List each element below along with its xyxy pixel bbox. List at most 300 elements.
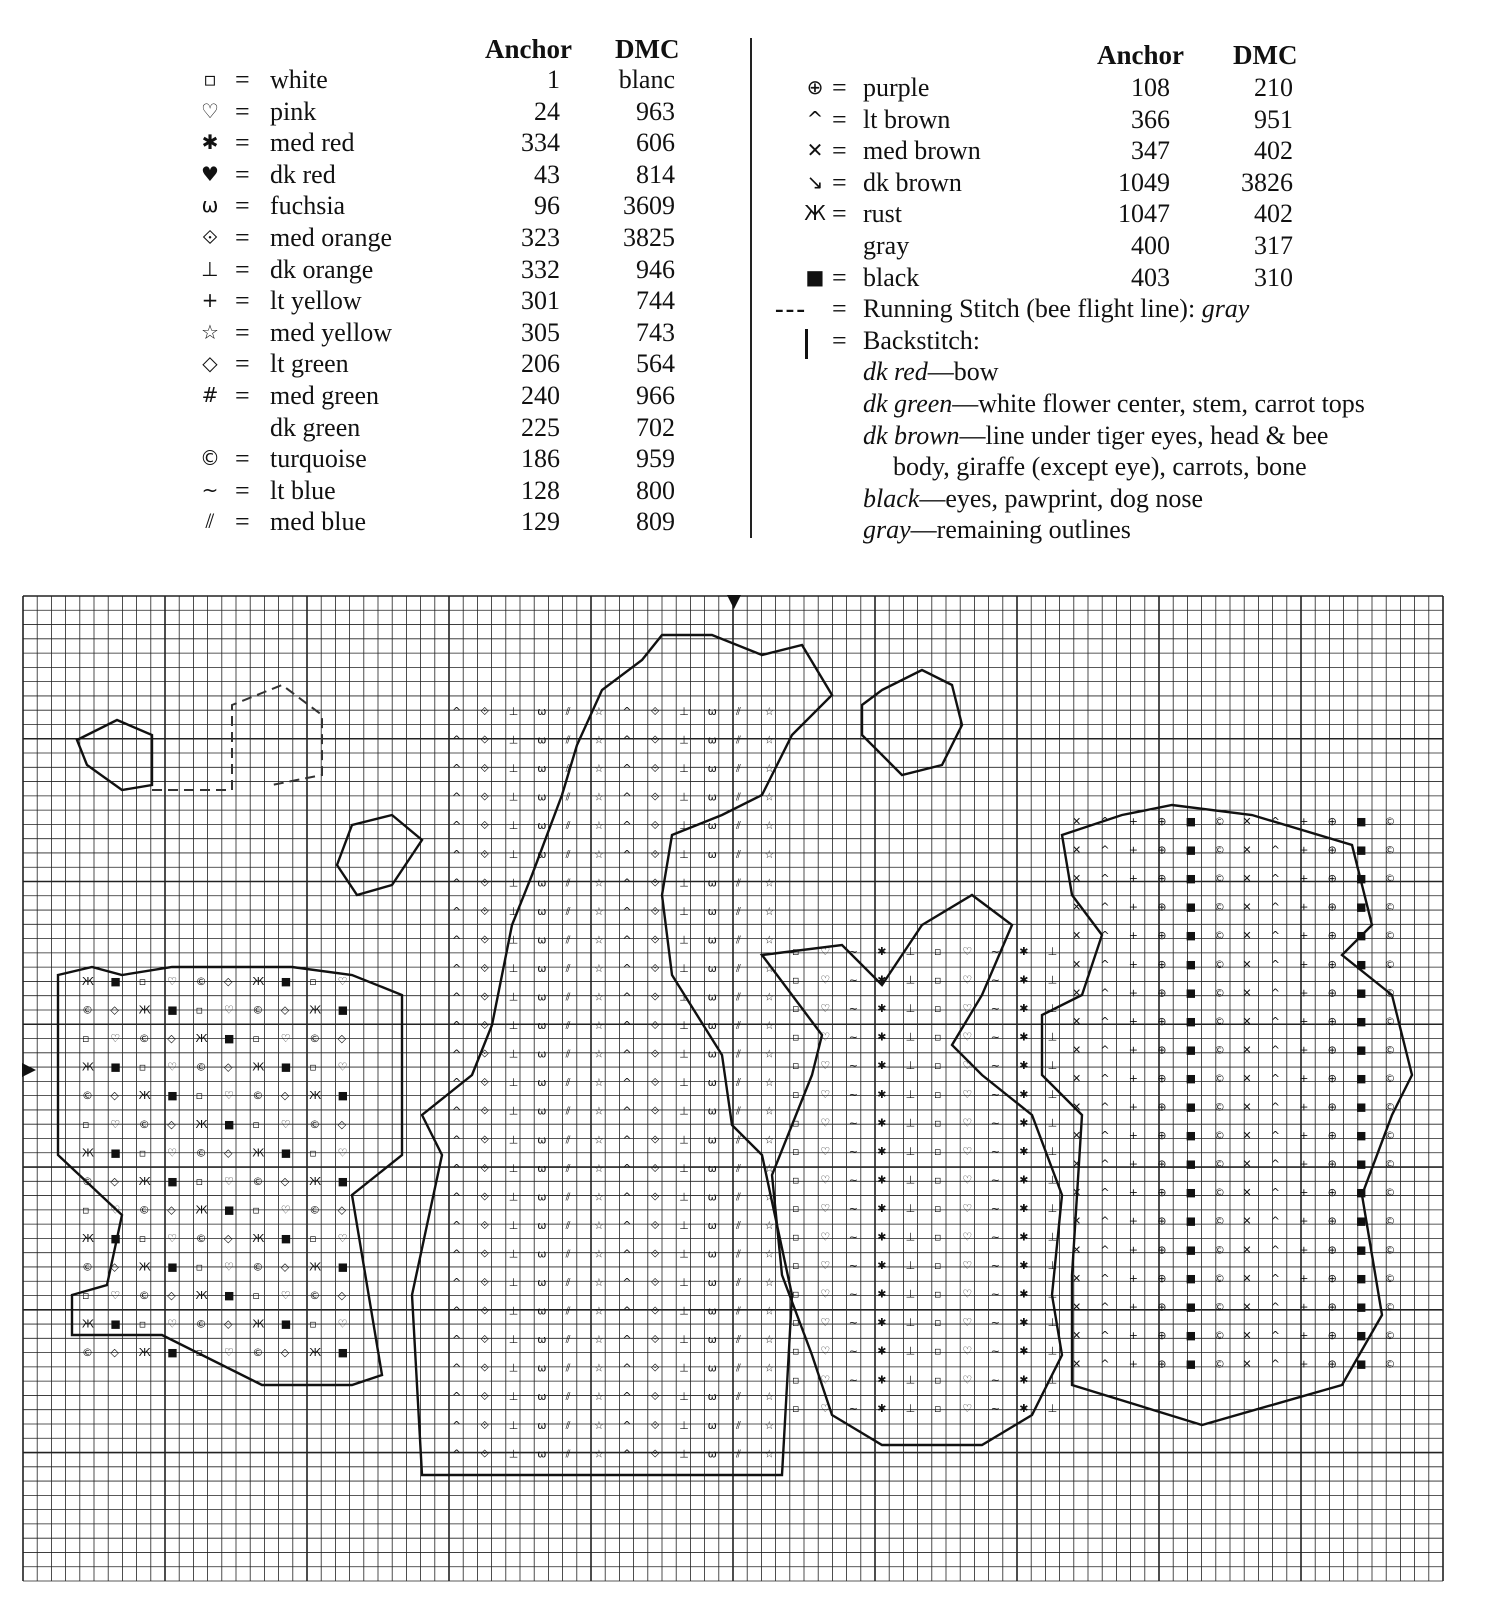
stitch-symbol: ⟐ — [650, 1333, 660, 1347]
legend-right-row — [775, 135, 1475, 167]
stitch-symbol: ✕ — [1072, 1243, 1082, 1257]
stitch-symbol: ω — [537, 1218, 547, 1232]
stitch-symbol: ■ — [280, 1146, 292, 1160]
color-name: turquoise — [270, 444, 367, 474]
stitch-symbol: ⟐ — [480, 1133, 490, 1147]
stitch-symbol: ▫ — [792, 1059, 800, 1073]
color-name: med red — [270, 128, 355, 158]
stitch-symbol: © — [1214, 1357, 1225, 1371]
stitch-symbol: ⊕ — [1157, 1271, 1167, 1285]
stitch-symbol: ☆ — [594, 933, 604, 947]
stitch-symbol: ☆ — [594, 1447, 604, 1461]
stitch-symbol: ✱ — [877, 1373, 887, 1387]
stitch-symbol: ω — [537, 847, 547, 861]
bee-small-motif — [77, 720, 152, 790]
stitch-symbol: ▫ — [195, 1346, 204, 1360]
anchor-number: 1 — [547, 65, 560, 94]
stitch-symbol: ⊥ — [508, 904, 519, 918]
equals-sign: = — [832, 199, 847, 229]
stitch-symbol: ⊥ — [905, 973, 916, 987]
stitch-symbol: + — [1128, 1071, 1139, 1085]
stitch-symbol: ~ — [848, 1173, 859, 1187]
stitch-symbol: ⟐ — [480, 1361, 490, 1375]
stitch-symbol: ▫ — [82, 1203, 90, 1217]
legend-divider — [750, 38, 752, 538]
stitch-symbol: ▫ — [309, 1146, 317, 1160]
stitch-symbol: + — [1128, 1300, 1139, 1314]
stitch-symbol: ω — [707, 1190, 717, 1204]
stitch-symbol: ^ — [1270, 872, 1281, 886]
stitch-symbol: ☆ — [764, 733, 775, 747]
stitch-symbol: ☆ — [764, 1047, 775, 1061]
symbol-icon: + — [201, 288, 219, 313]
stitch-symbol: Ж — [309, 1174, 322, 1188]
stitch-symbol: ♡ — [280, 1289, 291, 1303]
stitch-symbol: ▫ — [195, 1260, 204, 1274]
backstitch-title: Backstitch: — [863, 325, 980, 355]
stitch-symbol: ^ — [622, 733, 632, 747]
stitch-symbol: ^ — [452, 1390, 462, 1404]
stitch-symbol: ⫽ — [736, 990, 741, 1004]
stitch-symbol: © — [252, 1260, 264, 1274]
stitch-symbol: ♡ — [962, 973, 973, 987]
stitch-symbol: ~ — [990, 1373, 1001, 1387]
stitch-symbol: ■ — [224, 1032, 235, 1046]
stitch-symbol: ■ — [1356, 1129, 1367, 1143]
stitch-symbol: ⊥ — [1047, 1173, 1058, 1187]
stitch-symbol: ^ — [1100, 986, 1110, 1000]
center-arrow-left-icon — [22, 1063, 36, 1077]
color-name: med green — [270, 380, 380, 410]
equals-sign: = — [235, 128, 250, 158]
stitch-symbol: ☆ — [764, 790, 775, 804]
color-name: med orange — [270, 222, 393, 252]
stitch-symbol: ✕ — [1072, 1100, 1082, 1114]
stitch-symbol: + — [1299, 872, 1309, 886]
stitch-symbol: ^ — [452, 1076, 462, 1090]
stitch-symbol: + — [1299, 1071, 1309, 1085]
symbol-icon: ▫ — [203, 67, 217, 91]
stitch-symbol: ⟐ — [480, 1304, 490, 1318]
stitch-symbol: ♡ — [962, 1030, 973, 1044]
stitch-symbol: ☆ — [594, 705, 604, 718]
stitch-symbol: ^ — [1100, 1186, 1110, 1200]
stitch-symbol: Ж — [138, 1089, 151, 1103]
stitch-symbol: ■ — [1185, 1357, 1197, 1371]
stitch-symbol: ✱ — [1019, 1201, 1029, 1215]
stitch-symbol: ⊥ — [905, 1316, 916, 1330]
stitch-symbol: ^ — [622, 1304, 632, 1318]
stitch-symbol: ⟐ — [480, 847, 490, 861]
stitch-symbol: + — [1299, 1157, 1309, 1171]
dmc-number: blanc — [618, 65, 675, 94]
stitch-symbol: ☆ — [764, 933, 775, 947]
stitch-symbol: © — [252, 1174, 264, 1188]
stitch-symbol: ■ — [280, 975, 292, 988]
stitch-symbol: ✕ — [1072, 815, 1082, 828]
stitch-symbol: ⟐ — [480, 904, 490, 918]
stitch-symbol: ⊥ — [508, 705, 519, 718]
stitch-symbol: ^ — [452, 1047, 462, 1061]
stitch-symbol: ^ — [452, 705, 462, 718]
stitch-symbol: ⫽ — [565, 1304, 571, 1318]
stitch-symbol: ⊕ — [1327, 1043, 1337, 1057]
stitch-symbol: ⟐ — [480, 933, 490, 947]
stitch-symbol: Ж — [309, 1089, 322, 1103]
stitch-symbol: ◇ — [167, 1289, 176, 1303]
stitch-symbol: ⊥ — [905, 945, 916, 958]
stitch-symbol: ✕ — [1242, 815, 1252, 828]
stitch-symbol: ~ — [848, 1116, 859, 1130]
stitch-symbol: ⟐ — [480, 990, 490, 1004]
stitch-symbol: ♡ — [337, 1060, 348, 1074]
stitch-symbol: ⊥ — [508, 1019, 519, 1033]
stitch-symbol: ▫ — [82, 1117, 90, 1131]
stitch-symbol: ω — [537, 1076, 547, 1090]
dmc-number: 3825 — [623, 222, 675, 252]
stitch-symbol: ^ — [622, 819, 632, 833]
legend-right-row — [775, 262, 1475, 294]
color-name: med yellow — [270, 317, 393, 347]
symbol-icon: ⫽ — [205, 509, 215, 534]
stitch-symbol: © — [1214, 1071, 1225, 1085]
anchor-number: 323 — [521, 222, 560, 252]
stitch-symbol: ⊥ — [679, 1333, 689, 1347]
stitch-symbol: Ж — [82, 1317, 94, 1331]
stitch-symbol: ■ — [110, 1231, 121, 1245]
stitch-symbol: ■ — [337, 1174, 349, 1188]
stitch-symbol: + — [1128, 1357, 1139, 1371]
stitch-symbol: ⊥ — [508, 733, 519, 747]
stitch-symbol: ⫽ — [736, 762, 741, 776]
stitch-symbol: ω — [707, 790, 717, 804]
stitch-symbol: Ж — [195, 1032, 208, 1046]
stitch-symbol: © — [1384, 815, 1396, 828]
stitch-symbol: ⊕ — [1157, 1129, 1167, 1143]
stitch-symbol: ▫ — [309, 1231, 317, 1245]
color-name: pink — [270, 96, 317, 126]
stitch-symbol: ⊥ — [1047, 1287, 1058, 1301]
stitch-symbol: ⟐ — [650, 1190, 660, 1204]
equals-sign: = — [235, 507, 250, 537]
stitch-symbol: ☆ — [764, 990, 775, 1004]
stitch-symbol: ^ — [1100, 1214, 1110, 1228]
stitch-symbol: ⊥ — [679, 1047, 689, 1061]
stitch-symbol: ✱ — [877, 1287, 887, 1301]
stitch-symbol: ♡ — [820, 1059, 831, 1073]
dmc-header: DMC — [615, 34, 680, 64]
stitch-symbol: ✱ — [877, 1144, 887, 1158]
stitch-symbol: ▫ — [934, 1144, 942, 1158]
stitch-symbol: ⊕ — [1327, 900, 1337, 914]
stitch-symbol: ☆ — [594, 1304, 604, 1318]
stitch-symbol: ⟐ — [480, 1276, 490, 1290]
stitch-symbol: ■ — [1185, 1328, 1197, 1342]
stitch-symbol: ^ — [1270, 1357, 1281, 1371]
stitch-symbol: ⊕ — [1157, 1214, 1167, 1228]
stitch-symbol: ♡ — [962, 1259, 973, 1273]
stitch-symbol: ^ — [1100, 1043, 1110, 1057]
stitch-symbol: ^ — [1100, 1328, 1110, 1342]
stitch-symbol: ▫ — [138, 1146, 147, 1160]
stitch-symbol: ☆ — [764, 876, 775, 890]
stitch-symbol: + — [1128, 1186, 1139, 1200]
backstitch-color: gray — [863, 515, 911, 545]
stitch-symbol: ⊥ — [679, 990, 689, 1004]
stitch-symbol: ⫽ — [565, 1133, 571, 1147]
stitch-symbol: ω — [537, 1133, 547, 1147]
anchor-number: 128 — [521, 475, 560, 505]
dmc-number: 402 — [1254, 199, 1293, 229]
stitch-symbol: ▫ — [792, 1030, 800, 1044]
symbol-icon: Ж — [804, 201, 826, 226]
stitch-symbol: ♡ — [962, 1087, 973, 1101]
stitch-symbol: ⟐ — [650, 876, 660, 890]
stitch-symbol: ■ — [280, 1060, 292, 1074]
stitch-symbol: © — [1214, 843, 1225, 857]
stitch-symbol: ⊥ — [679, 876, 689, 890]
running-stitch-label: Running Stitch (bee flight line): — [863, 294, 1202, 324]
stitch-symbol: © — [1214, 1300, 1225, 1314]
stitch-symbol: ~ — [848, 1087, 859, 1101]
stitch-symbol: ω — [537, 790, 547, 804]
stitch-symbol: ⫽ — [565, 1190, 571, 1204]
stitch-symbol: ▫ — [138, 1231, 147, 1245]
stitch-symbol: ^ — [1270, 1071, 1281, 1085]
stitch-symbol: ^ — [452, 1218, 462, 1232]
stitch-symbol: ⫽ — [736, 904, 741, 918]
stitch-symbol: ✱ — [1019, 1087, 1029, 1101]
stitch-symbol: ^ — [452, 847, 462, 861]
equals-sign: = — [832, 104, 847, 134]
anchor-number: 108 — [1131, 73, 1170, 102]
stitch-symbol: ☆ — [594, 1276, 604, 1290]
stitch-symbol: ^ — [1100, 1014, 1110, 1028]
dmc-number: 3609 — [623, 191, 675, 221]
stitch-symbol: ~ — [990, 945, 1001, 958]
stitch-symbol: ✱ — [877, 945, 887, 958]
stitch-symbol: ^ — [1270, 957, 1281, 971]
stitch-symbol: ☆ — [594, 1076, 604, 1090]
stitch-symbol: ■ — [1356, 1043, 1367, 1057]
stitch-symbol: ^ — [622, 990, 632, 1004]
stitch-symbol: ☆ — [764, 1418, 775, 1432]
stitch-symbol: ^ — [452, 1447, 462, 1461]
stitch-symbol: ▫ — [138, 1060, 147, 1074]
stitch-symbol: ⊥ — [679, 904, 689, 918]
backstitch-text: —line under tiger eyes, head & bee — [959, 420, 1329, 450]
stitch-symbol: ☆ — [594, 733, 604, 747]
stitch-symbol: ω — [707, 933, 717, 947]
stitch-symbol: ⫽ — [565, 1390, 571, 1404]
stitch-symbol: ☆ — [594, 1218, 604, 1232]
stitch-symbol: ⫽ — [736, 1104, 741, 1118]
stitch-symbol: ~ — [990, 1316, 1001, 1330]
stitch-symbol: © — [1214, 929, 1225, 943]
stitch-symbol: ω — [537, 961, 547, 975]
legend-left-row — [195, 475, 695, 507]
stitch-symbol: ■ — [1185, 1014, 1197, 1028]
stitch-symbol: Ж — [309, 1346, 322, 1360]
stitch-symbol: ✱ — [1019, 1401, 1029, 1415]
dmc-number: 963 — [636, 96, 675, 126]
stitch-symbol: ⊥ — [508, 1161, 519, 1175]
stitch-symbol: ♡ — [820, 1002, 831, 1016]
stitch-symbol: ▫ — [82, 1032, 90, 1046]
stitch-symbol: ✕ — [1242, 1071, 1252, 1085]
stitch-symbol: ω — [537, 1161, 547, 1175]
equals-sign: = — [235, 349, 250, 379]
stitch-symbol: ♡ — [962, 1116, 973, 1130]
stitch-symbol: ^ — [622, 847, 632, 861]
stitch-symbol: ⊥ — [679, 790, 689, 804]
stitch-symbol: ⊥ — [679, 733, 689, 747]
stitch-symbol: ⫽ — [565, 933, 571, 947]
stitch-symbol: ⊥ — [508, 933, 519, 947]
stitch-symbol: ^ — [1270, 1129, 1281, 1143]
stitch-symbol: ⊕ — [1327, 1271, 1337, 1285]
stitch-symbol: ~ — [990, 1344, 1001, 1358]
stitch-symbol: ⊥ — [905, 1059, 916, 1073]
bee-flight-line — [152, 685, 322, 790]
stitch-symbol: ⊥ — [1047, 1316, 1058, 1330]
stitch-symbol: ■ — [1185, 872, 1197, 886]
stitch-symbol: ■ — [1185, 1186, 1197, 1200]
stitch-symbol: ⊥ — [508, 762, 519, 776]
stitch-symbol: + — [1299, 1243, 1309, 1257]
stitch-symbol: ⫽ — [565, 847, 571, 861]
stitch-symbol: ■ — [110, 1060, 121, 1074]
stitch-symbol: ■ — [1356, 957, 1367, 971]
stitch-symbol: ⊥ — [1047, 1030, 1058, 1044]
stitch-symbol: © — [1384, 957, 1396, 971]
stitch-symbol: ⊥ — [905, 1144, 916, 1158]
anchor-number: 301 — [521, 286, 560, 316]
stitch-symbol: + — [1299, 1328, 1309, 1342]
stitch-symbol: ω — [707, 1076, 717, 1090]
stitch-symbol: ~ — [848, 1316, 859, 1330]
stitch-symbol: ⊕ — [1327, 1300, 1337, 1314]
stitch-symbol: ω — [537, 1333, 547, 1347]
stitch-symbol: ■ — [1185, 1157, 1197, 1171]
equals-sign: = — [235, 317, 250, 347]
stitch-symbol: ☆ — [594, 819, 604, 833]
stitch-symbol: ⊥ — [679, 705, 689, 718]
stitch-symbol: ◇ — [280, 1089, 290, 1103]
stitch-symbol: ⊕ — [1157, 1071, 1167, 1085]
stitch-symbol: ▫ — [934, 1259, 942, 1273]
stitch-symbol: ♡ — [110, 1032, 121, 1046]
stitch-symbol: + — [1299, 1129, 1309, 1143]
stitch-symbol: ♡ — [962, 1401, 973, 1415]
running-stitch-note — [775, 293, 1475, 325]
stitch-symbol: ^ — [1270, 815, 1281, 828]
stitch-symbol: ⫽ — [565, 705, 571, 718]
stitch-symbol: ■ — [1356, 1071, 1367, 1085]
stitch-symbol: ⫽ — [565, 1161, 571, 1175]
stitch-symbol: ▫ — [792, 1373, 800, 1387]
stitch-symbol: ✕ — [1242, 1357, 1252, 1371]
stitch-symbol: ■ — [167, 1003, 178, 1017]
stitch-symbol: ⟐ — [650, 1019, 660, 1033]
stitch-symbol: ~ — [990, 973, 1001, 987]
stitch-symbol: ⫽ — [565, 990, 571, 1004]
stitch-symbol: ⟐ — [650, 1133, 660, 1147]
stitch-symbol: ⊥ — [905, 1116, 916, 1130]
stitch-symbol: ✱ — [877, 1173, 887, 1187]
stitch-symbol: ^ — [452, 762, 462, 776]
stitch-symbol: © — [1384, 1357, 1396, 1371]
stitch-symbol: ⟐ — [650, 1247, 660, 1261]
stitch-symbol: ⊥ — [1047, 1259, 1058, 1273]
stitch-symbol: ω — [707, 1218, 717, 1232]
stitch-symbol: ⫽ — [736, 1333, 741, 1347]
color-name: fuchsia — [270, 191, 346, 221]
stitch-symbol: ^ — [452, 1190, 462, 1204]
stitch-symbol: ⊥ — [905, 1230, 916, 1244]
stitch-symbol: ✱ — [1019, 1173, 1029, 1187]
stitch-symbol: + — [1128, 986, 1139, 1000]
stitch-symbol: ♡ — [962, 1230, 973, 1244]
anchor-number: 347 — [1131, 136, 1170, 166]
stitch-symbol: ☆ — [764, 847, 775, 861]
equals-sign: = — [235, 444, 250, 474]
stitch-symbol: ⊥ — [508, 1104, 519, 1118]
dmc-number: 946 — [636, 254, 675, 284]
anchor-number: 24 — [534, 96, 560, 126]
stitch-symbol: ☆ — [594, 904, 604, 918]
stitch-symbol: ◇ — [280, 1174, 290, 1188]
stitch-symbol: ■ — [1356, 1014, 1367, 1028]
stitch-symbol: ^ — [622, 1361, 632, 1375]
stitch-symbol: ⟐ — [480, 876, 490, 890]
stitch-symbol: + — [1299, 843, 1309, 857]
stitch-symbol: ✱ — [1019, 1230, 1029, 1244]
stitch-symbol: Ж — [309, 1003, 322, 1017]
stitch-symbol: ⫽ — [565, 1276, 571, 1290]
stitch-symbol: ✕ — [1242, 929, 1252, 943]
stitch-symbol: ⫽ — [736, 1019, 741, 1033]
stitch-symbol: ^ — [452, 1133, 462, 1147]
stitch-symbol: ■ — [110, 1317, 121, 1331]
stitch-symbol: ♡ — [224, 1346, 234, 1360]
stitch-symbol: ☆ — [764, 904, 775, 918]
stitch-symbol: + — [1299, 815, 1309, 828]
stitch-symbol: Ж — [252, 1060, 265, 1074]
stitch-symbol: ~ — [990, 1201, 1001, 1215]
legend-header — [195, 30, 695, 64]
stitch-symbol: ☆ — [764, 705, 775, 718]
stitch-symbol: ✕ — [1072, 1043, 1082, 1057]
stitch-symbol: ⟐ — [650, 1161, 660, 1175]
legend-left-row — [195, 96, 695, 128]
stitch-symbol: ^ — [1100, 1357, 1110, 1371]
anchor-number: 96 — [534, 191, 560, 221]
color-name: lt brown — [863, 104, 951, 134]
stitch-symbol: ⫽ — [736, 933, 741, 947]
stitch-symbol: ◇ — [110, 1174, 119, 1188]
stitch-symbol: ♡ — [280, 1117, 291, 1131]
stitch-symbol: + — [1128, 1271, 1139, 1285]
stitch-symbol: ⊥ — [508, 1047, 519, 1061]
stitch-symbol: ♡ — [820, 1401, 831, 1415]
stitch-symbol: ⊕ — [1327, 1186, 1337, 1200]
backstitch-color: dk red — [863, 357, 928, 387]
anchor-number: 129 — [521, 507, 560, 537]
stitch-symbol: ⫽ — [736, 1276, 741, 1290]
stitch-symbol: ▫ — [934, 1373, 942, 1387]
stitch-symbol: ⊥ — [905, 1002, 916, 1016]
